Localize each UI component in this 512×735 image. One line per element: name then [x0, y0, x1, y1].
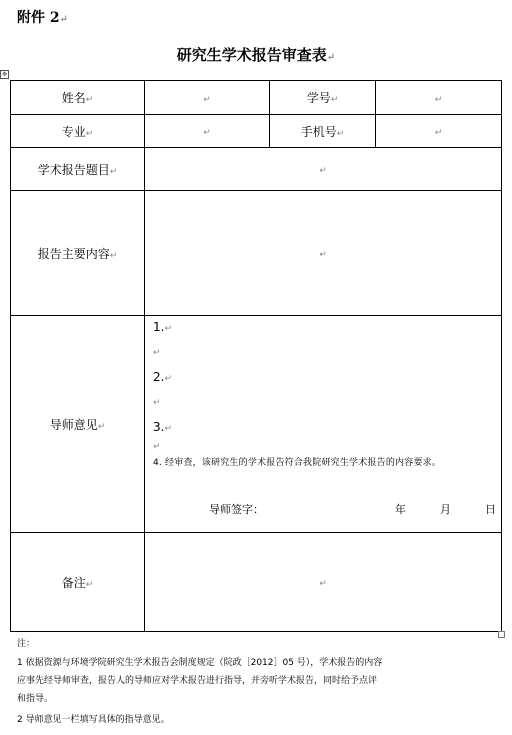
name-label-cell [11, 81, 145, 115]
student-id-label-cell [270, 81, 376, 115]
paragraph-mark: ↵ [434, 128, 443, 138]
paragraph-mark: ↵ [109, 166, 118, 177]
signature-label: 导师签字： [209, 503, 264, 516]
advisor-opinion-label-cell [11, 316, 145, 533]
student-id-field[interactable] [376, 81, 502, 115]
paragraph-mark: ↵ [434, 94, 443, 105]
major-label-cell [11, 115, 145, 148]
opinion-item-3 [153, 420, 172, 434]
paragraph-mark: ↵ [319, 579, 327, 589]
advisor-opinion-label: 导师意见 [49, 417, 98, 432]
remarks-field[interactable] [145, 533, 502, 632]
notes-heading: 注： [17, 639, 36, 649]
paragraph-mark: ↵ [153, 348, 161, 358]
paragraph-mark: ↵ [319, 166, 327, 176]
table-move-handle-icon[interactable]: ✥ [1, 71, 8, 78]
major-label: 专业 [61, 124, 86, 139]
remarks-label-cell [11, 533, 145, 632]
note-2: 2 导师意见一栏填写具体的指导意见。 [17, 715, 170, 725]
form-title [0, 44, 512, 65]
note-1-line-3: 和指导。 [17, 694, 54, 704]
paragraph-mark: ↵ [153, 442, 161, 452]
name-field[interactable] [145, 81, 270, 115]
paragraph-mark: ↵ [97, 421, 106, 432]
review-form-table [10, 80, 502, 632]
report-content-label-cell [11, 191, 145, 316]
opinion-statement: 4. 经审查，该研究生的学术报告符合我院研究生学术报告的内容要求。 [153, 458, 442, 468]
paragraph-mark: ↵ [319, 250, 327, 260]
opinion-item-2 [153, 370, 172, 384]
paragraph-mark: ↵ [109, 250, 118, 261]
paragraph-mark: ↵ [164, 324, 172, 334]
opinion-item-1 [153, 320, 172, 334]
report-title-label: 学术报告题目 [37, 162, 110, 177]
table-resize-handle-icon[interactable] [498, 631, 505, 638]
advisor-opinion-field[interactable] [145, 316, 502, 533]
paragraph-mark: ↵ [85, 95, 94, 105]
signature-day-label: 日 [485, 503, 496, 516]
phone-label-cell [270, 115, 376, 148]
report-title-field[interactable] [145, 148, 502, 191]
paragraph-mark: ↵ [326, 52, 336, 63]
report-content-label: 报告主要内容 [37, 246, 110, 261]
paragraph-mark: ↵ [164, 424, 172, 434]
major-field[interactable] [145, 115, 270, 148]
paragraph-mark: ↵ [164, 374, 172, 384]
attachment-label [17, 7, 68, 27]
paragraph-mark: ↵ [153, 398, 161, 408]
student-id-label: 学号 [306, 91, 331, 105]
attachment-text: 附件 2 [17, 10, 60, 26]
paragraph-mark: ↵ [85, 128, 94, 139]
form-title-text: 研究生学术报告审查表 [176, 46, 327, 64]
opinion-item-1-number: 1. [153, 320, 165, 334]
phone-label: 手机号 [300, 124, 337, 139]
signature-month-label: 月 [440, 503, 451, 516]
paragraph-mark: ↵ [330, 95, 339, 105]
signature-year-label: 年 [395, 503, 406, 516]
paragraph-mark: ↵ [336, 128, 345, 139]
note-1-line-2: 应事先经导师审查，报告人的导师应对学术报告进行指导，并旁听学术报告，同时给予点评 [17, 676, 378, 686]
opinion-item-3-number: 3. [153, 420, 165, 434]
report-title-label-cell [11, 148, 145, 191]
paragraph-mark: ↵ [59, 14, 69, 25]
note-1-line-1: 1 依据资源与环境学院研究生学术报告会制度规定（院政［2012］05 号），学术报告的内容 [17, 658, 383, 668]
phone-field[interactable] [376, 115, 502, 148]
report-content-field[interactable] [145, 191, 502, 316]
paragraph-mark: ↵ [85, 579, 94, 590]
remarks-label: 备注 [61, 575, 86, 590]
opinion-item-2-number: 2. [153, 370, 165, 384]
paragraph-mark: ↵ [203, 94, 211, 105]
name-label: 姓名 [61, 91, 86, 105]
paragraph-mark: ↵ [203, 128, 211, 138]
